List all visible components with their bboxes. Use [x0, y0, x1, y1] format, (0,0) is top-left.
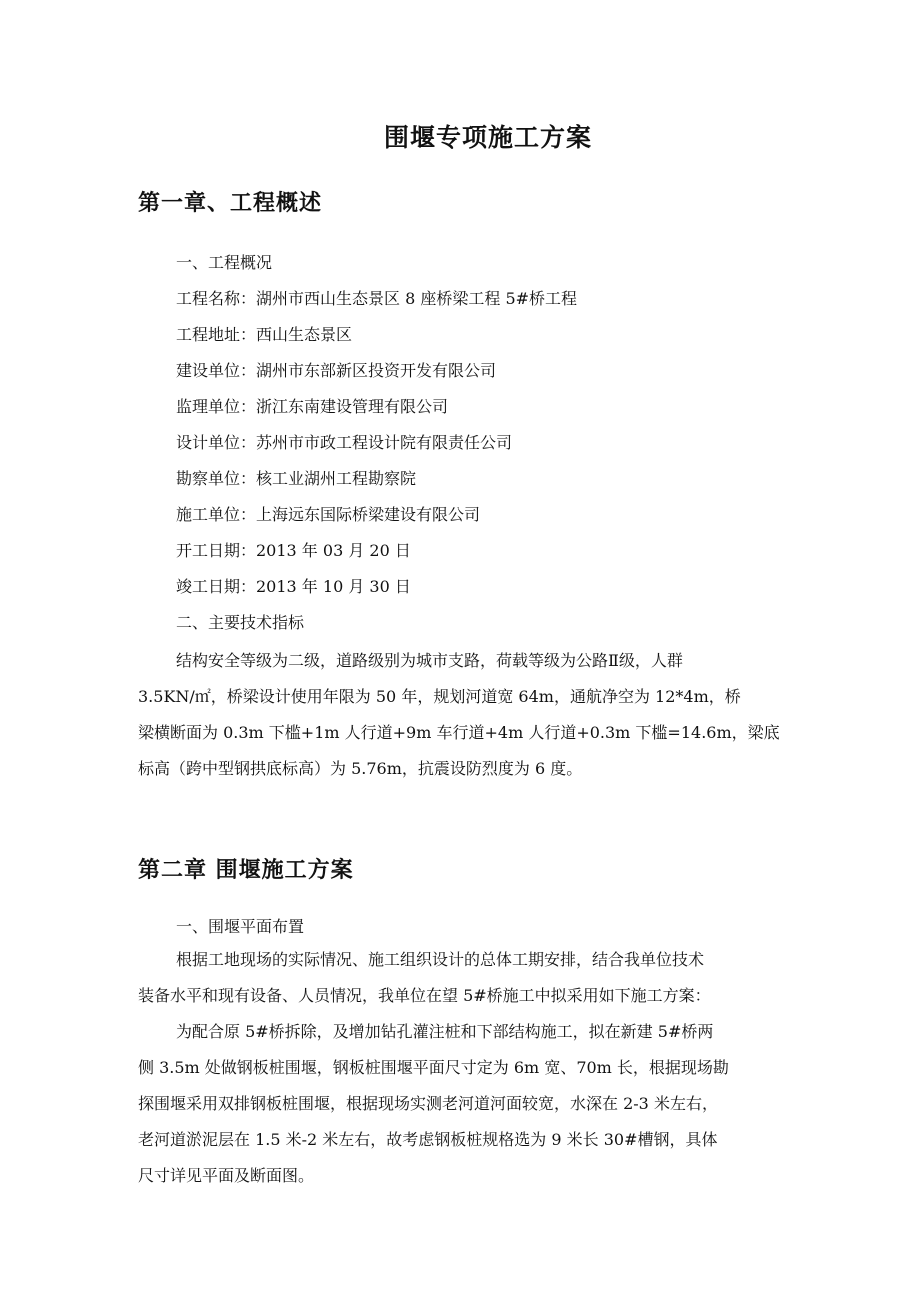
chapter-1-heading: 第一章、工程概述	[138, 190, 323, 216]
tech-paragraph-line: 结构安全等级为二级，道路级别为城市支路，荷载等级为公路Ⅱ级，人群	[176, 651, 683, 670]
section-project-overview-heading: 一、工程概况	[176, 253, 273, 272]
layout-paragraph-line: 根据工地现场的实际情况、施工组织设计的总体工期安排，结合我单位技术	[176, 950, 705, 969]
info-supervision-unit: 监理单位：浙江东南建设管理有限公司	[176, 397, 449, 416]
section-cofferdam-layout-heading: 一、围堰平面布置	[176, 917, 305, 936]
document-title: 围堰专项施工方案	[383, 123, 592, 152]
tech-paragraph-line: 梁横断面为 0.3m 下槛+1m 人行道+9m 车行道+4m 人行道+0.3m 下槛=14.6m，梁底	[138, 723, 780, 742]
info-construction-unit: 施工单位：上海远东国际桥梁建设有限公司	[176, 505, 481, 524]
info-survey-unit: 勘察单位：核工业湖州工程勘察院	[176, 469, 417, 488]
section-technical-indicators-heading: 二、主要技术指标	[176, 613, 305, 632]
layout-paragraph-line: 尺寸详见平面及断面图。	[138, 1166, 315, 1185]
layout-paragraph-line: 装备水平和现有设备、人员情况，我单位在望 5#桥施工中拟采用如下施工方案：	[138, 986, 711, 1005]
layout-paragraph-line: 为配合原 5#桥拆除，及增加钻孔灌注桩和下部结构施工，拟在新建 5#桥两	[176, 1022, 714, 1041]
info-completion-date: 竣工日期：2013 年 10 月 30 日	[176, 577, 411, 596]
tech-paragraph-line: 标高（跨中型钢拱底标高）为 5.76m，抗震设防烈度为 6 度。	[138, 759, 583, 778]
info-project-address: 工程地址：西山生态景区	[176, 325, 353, 344]
chapter-2-heading: 第二章 围堰施工方案	[138, 857, 354, 883]
info-owner-unit: 建设单位：湖州市东部新区投资开发有限公司	[176, 361, 497, 380]
info-design-unit: 设计单位：苏州市市政工程设计院有限责任公司	[176, 433, 513, 452]
layout-paragraph-line: 老河道淤泥层在 1.5 米-2 米左右，故考虑钢板桩规格选为 9 米长 30#槽钢，具体	[138, 1130, 718, 1149]
layout-paragraph-line: 探围堰采用双排钢板桩围堰，根据现场实测老河道河面较宽，水深在 2-3 米左右，	[138, 1094, 718, 1113]
info-project-name: 工程名称：湖州市西山生态景区 8 座桥梁工程 5#桥工程	[176, 289, 578, 308]
layout-paragraph-line: 侧 3.5m 处做钢板桩围堰，钢板桩围堰平面尺寸定为 6m 宽、70m 长，根据现场勘	[138, 1058, 729, 1077]
info-start-date: 开工日期：2013 年 03 月 20 日	[176, 541, 411, 560]
tech-paragraph-line: 3.5KN/㎡，桥梁设计使用年限为 50 年，规划河道宽 64m，通航净空为 12*4m，桥	[138, 687, 741, 706]
